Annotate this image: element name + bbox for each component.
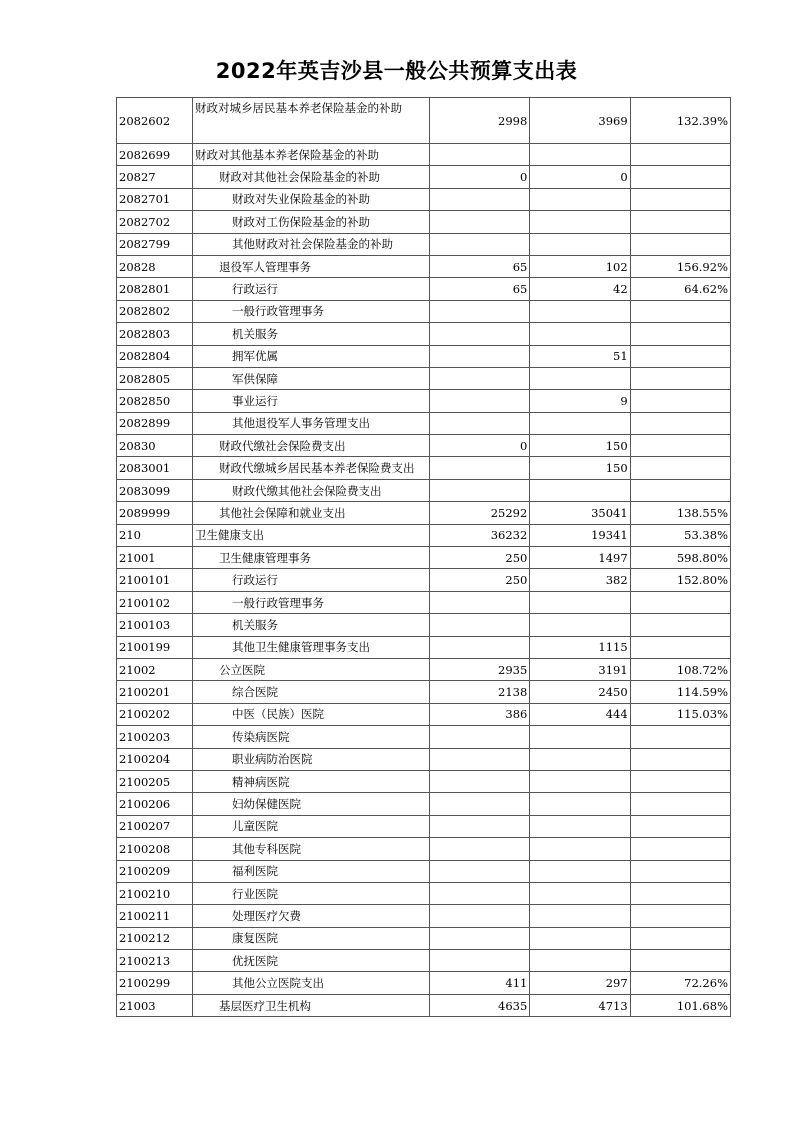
table-row bbox=[117, 569, 731, 591]
row-percent-cell bbox=[630, 390, 730, 412]
row-percent-cell: 72.26% bbox=[630, 972, 730, 994]
row-value2-cell bbox=[530, 950, 630, 972]
table-row bbox=[117, 658, 731, 680]
row-code-cell: 2100101 bbox=[117, 569, 193, 591]
row-value2-cell: 51 bbox=[530, 345, 630, 367]
row-code-cell: 2100207 bbox=[117, 815, 193, 837]
row-value2-cell bbox=[530, 882, 630, 904]
row-percent-cell bbox=[630, 457, 730, 479]
row-code-cell: 2100213 bbox=[117, 950, 193, 972]
row-code-cell: 2100299 bbox=[117, 972, 193, 994]
row-value1-cell bbox=[430, 367, 530, 389]
row-value2-cell: 9 bbox=[530, 390, 630, 412]
table-row bbox=[117, 994, 731, 1016]
row-value2-cell: 0 bbox=[530, 166, 630, 188]
row-value1-cell bbox=[430, 300, 530, 322]
row-name-cell: 传染病医院 bbox=[193, 726, 430, 748]
row-value2-cell bbox=[530, 323, 630, 345]
table-row bbox=[117, 726, 731, 748]
row-name-cell: 一般行政管理事务 bbox=[193, 591, 430, 613]
row-value2-cell: 1497 bbox=[530, 547, 630, 569]
row-value2-cell bbox=[530, 188, 630, 210]
page-title: 2022年英吉沙县一般公共预算支出表 bbox=[215, 59, 578, 83]
row-value2-cell bbox=[530, 838, 630, 860]
row-value1-cell bbox=[430, 144, 530, 166]
row-value2-cell: 42 bbox=[530, 278, 630, 300]
row-percent-cell: 115.03% bbox=[630, 703, 730, 725]
table-row bbox=[117, 547, 731, 569]
row-percent-cell bbox=[630, 748, 730, 770]
row-value2-cell bbox=[530, 614, 630, 636]
row-code-cell: 20830 bbox=[117, 435, 193, 457]
table-row bbox=[117, 278, 731, 300]
row-percent-cell bbox=[630, 323, 730, 345]
row-percent-cell: 598.80% bbox=[630, 547, 730, 569]
table-row bbox=[117, 390, 731, 412]
row-name-cell: 财政代缴城乡居民基本养老保险费支出 bbox=[193, 457, 430, 479]
row-value2-cell bbox=[530, 905, 630, 927]
table-row bbox=[117, 860, 731, 882]
row-code-cell: 2100206 bbox=[117, 793, 193, 815]
row-name-cell: 卫生健康支出 bbox=[193, 524, 430, 546]
row-name-cell: 行政运行 bbox=[193, 569, 430, 591]
row-value1-cell bbox=[430, 233, 530, 255]
row-name-cell: 公立医院 bbox=[193, 658, 430, 680]
row-code-cell: 2100202 bbox=[117, 703, 193, 725]
row-percent-cell bbox=[630, 770, 730, 792]
row-value1-cell bbox=[430, 211, 530, 233]
row-name-cell: 处理医疗欠费 bbox=[193, 905, 430, 927]
row-value1-cell bbox=[430, 793, 530, 815]
table-row bbox=[117, 972, 731, 994]
row-code-cell: 2100205 bbox=[117, 770, 193, 792]
table-row bbox=[117, 703, 731, 725]
row-code-cell: 210 bbox=[117, 524, 193, 546]
row-value1-cell: 250 bbox=[430, 547, 530, 569]
row-code-cell: 2082799 bbox=[117, 233, 193, 255]
row-name-cell: 机关服务 bbox=[193, 323, 430, 345]
table-row bbox=[117, 144, 731, 166]
row-name-cell: 其他卫生健康管理事务支出 bbox=[193, 636, 430, 658]
row-code-cell: 2100204 bbox=[117, 748, 193, 770]
row-percent-cell: 114.59% bbox=[630, 681, 730, 703]
row-name-cell: 其他公立医院支出 bbox=[193, 972, 430, 994]
row-value1-cell bbox=[430, 345, 530, 367]
row-percent-cell: 108.72% bbox=[630, 658, 730, 680]
row-value2-cell: 150 bbox=[530, 457, 630, 479]
row-code-cell: 2100211 bbox=[117, 905, 193, 927]
row-code-cell: 2082802 bbox=[117, 300, 193, 322]
table-row bbox=[117, 457, 731, 479]
row-name-cell: 其他专科医院 bbox=[193, 838, 430, 860]
row-name-cell: 精神病医院 bbox=[193, 770, 430, 792]
row-name-cell: 职业病防治医院 bbox=[193, 748, 430, 770]
row-value2-cell bbox=[530, 300, 630, 322]
row-code-cell: 2100208 bbox=[117, 838, 193, 860]
row-value1-cell: 2998 bbox=[430, 98, 530, 144]
row-code-cell: 2082701 bbox=[117, 188, 193, 210]
row-code-cell: 2082801 bbox=[117, 278, 193, 300]
row-value2-cell bbox=[530, 591, 630, 613]
row-value2-cell: 35041 bbox=[530, 502, 630, 524]
table-row bbox=[117, 211, 731, 233]
row-percent-cell bbox=[630, 144, 730, 166]
row-value1-cell bbox=[430, 950, 530, 972]
row-name-cell: 财政对失业保险基金的补助 bbox=[193, 188, 430, 210]
row-code-cell: 2082602 bbox=[117, 98, 193, 144]
table-row bbox=[117, 166, 731, 188]
budget-table bbox=[116, 97, 731, 1017]
table-row bbox=[117, 636, 731, 658]
table-row bbox=[117, 502, 731, 524]
table-row bbox=[117, 793, 731, 815]
row-value1-cell bbox=[430, 770, 530, 792]
table-row bbox=[117, 479, 731, 501]
row-value2-cell bbox=[530, 412, 630, 434]
row-code-cell: 2082699 bbox=[117, 144, 193, 166]
row-value2-cell: 297 bbox=[530, 972, 630, 994]
row-name-cell: 退役军人管理事务 bbox=[193, 255, 430, 277]
row-name-cell: 中医（民族）医院 bbox=[193, 703, 430, 725]
table-row bbox=[117, 838, 731, 860]
row-percent-cell bbox=[630, 838, 730, 860]
row-code-cell: 2082850 bbox=[117, 390, 193, 412]
row-name-cell: 一般行政管理事务 bbox=[193, 300, 430, 322]
row-percent-cell: 138.55% bbox=[630, 502, 730, 524]
row-value2-cell bbox=[530, 367, 630, 389]
row-value1-cell: 411 bbox=[430, 972, 530, 994]
row-value1-cell bbox=[430, 457, 530, 479]
row-value1-cell bbox=[430, 614, 530, 636]
row-percent-cell: 132.39% bbox=[630, 98, 730, 144]
row-percent-cell: 101.68% bbox=[630, 994, 730, 1016]
table-row bbox=[117, 188, 731, 210]
row-percent-cell bbox=[630, 726, 730, 748]
table-row bbox=[117, 882, 731, 904]
table-row bbox=[117, 300, 731, 322]
row-percent-cell bbox=[630, 815, 730, 837]
row-code-cell: 2100212 bbox=[117, 927, 193, 949]
table-row bbox=[117, 435, 731, 457]
row-code-cell: 2100199 bbox=[117, 636, 193, 658]
row-value1-cell: 0 bbox=[430, 166, 530, 188]
row-value2-cell: 102 bbox=[530, 255, 630, 277]
row-value1-cell bbox=[430, 882, 530, 904]
row-percent-cell bbox=[630, 233, 730, 255]
table-row bbox=[117, 233, 731, 255]
table-row bbox=[117, 905, 731, 927]
row-value2-cell bbox=[530, 927, 630, 949]
row-percent-cell bbox=[630, 188, 730, 210]
row-code-cell: 2089999 bbox=[117, 502, 193, 524]
row-name-cell: 基层医疗卫生机构 bbox=[193, 994, 430, 1016]
table-body bbox=[117, 98, 731, 1017]
row-value1-cell: 0 bbox=[430, 435, 530, 457]
row-percent-cell bbox=[630, 435, 730, 457]
row-code-cell: 2082803 bbox=[117, 323, 193, 345]
row-percent-cell bbox=[630, 905, 730, 927]
row-name-cell: 儿童医院 bbox=[193, 815, 430, 837]
row-percent-cell: 152.80% bbox=[630, 569, 730, 591]
row-code-cell: 21001 bbox=[117, 547, 193, 569]
row-percent-cell bbox=[630, 636, 730, 658]
row-code-cell: 2100102 bbox=[117, 591, 193, 613]
row-percent-cell bbox=[630, 927, 730, 949]
row-name-cell: 财政代缴其他社会保险费支出 bbox=[193, 479, 430, 501]
row-name-cell: 拥军优属 bbox=[193, 345, 430, 367]
row-percent-cell bbox=[630, 950, 730, 972]
row-name-cell: 机关服务 bbox=[193, 614, 430, 636]
row-value2-cell: 1115 bbox=[530, 636, 630, 658]
row-value2-cell bbox=[530, 748, 630, 770]
table-row bbox=[117, 927, 731, 949]
row-value2-cell: 4713 bbox=[530, 994, 630, 1016]
row-name-cell: 财政代缴社会保险费支出 bbox=[193, 435, 430, 457]
row-code-cell: 2083099 bbox=[117, 479, 193, 501]
row-percent-cell bbox=[630, 412, 730, 434]
table-row bbox=[117, 681, 731, 703]
row-percent-cell: 64.62% bbox=[630, 278, 730, 300]
row-code-cell: 21002 bbox=[117, 658, 193, 680]
row-value2-cell: 19341 bbox=[530, 524, 630, 546]
row-value2-cell: 150 bbox=[530, 435, 630, 457]
row-value2-cell: 3191 bbox=[530, 658, 630, 680]
table-row bbox=[117, 367, 731, 389]
row-name-cell: 行政运行 bbox=[193, 278, 430, 300]
row-value1-cell: 2935 bbox=[430, 658, 530, 680]
row-value2-cell bbox=[530, 860, 630, 882]
row-name-cell: 优抚医院 bbox=[193, 950, 430, 972]
row-value1-cell: 2138 bbox=[430, 681, 530, 703]
row-percent-cell bbox=[630, 479, 730, 501]
row-value1-cell bbox=[430, 479, 530, 501]
row-value2-cell bbox=[530, 211, 630, 233]
row-code-cell: 2082805 bbox=[117, 367, 193, 389]
row-value2-cell bbox=[530, 144, 630, 166]
row-value2-cell: 382 bbox=[530, 569, 630, 591]
table-row bbox=[117, 815, 731, 837]
row-value1-cell bbox=[430, 726, 530, 748]
row-value2-cell: 2450 bbox=[530, 681, 630, 703]
table-row bbox=[117, 591, 731, 613]
row-percent-cell: 53.38% bbox=[630, 524, 730, 546]
row-value1-cell: 36232 bbox=[430, 524, 530, 546]
row-value1-cell bbox=[430, 860, 530, 882]
row-percent-cell bbox=[630, 882, 730, 904]
row-value1-cell: 25292 bbox=[430, 502, 530, 524]
row-value2-cell bbox=[530, 726, 630, 748]
row-name-cell: 财政对工伤保险基金的补助 bbox=[193, 211, 430, 233]
row-value2-cell bbox=[530, 770, 630, 792]
table-row bbox=[117, 98, 731, 144]
table-row bbox=[117, 323, 731, 345]
table-row bbox=[117, 255, 731, 277]
row-percent-cell bbox=[630, 591, 730, 613]
row-name-cell: 军供保障 bbox=[193, 367, 430, 389]
row-name-cell: 其他社会保障和就业支出 bbox=[193, 502, 430, 524]
row-value1-cell bbox=[430, 927, 530, 949]
row-code-cell: 2082899 bbox=[117, 412, 193, 434]
table-row bbox=[117, 748, 731, 770]
table-row bbox=[117, 524, 731, 546]
row-value1-cell bbox=[430, 591, 530, 613]
table-row bbox=[117, 770, 731, 792]
row-percent-cell bbox=[630, 367, 730, 389]
row-name-cell: 康复医院 bbox=[193, 927, 430, 949]
row-name-cell: 其他退役军人事务管理支出 bbox=[193, 412, 430, 434]
row-name-cell: 其他财政对社会保险基金的补助 bbox=[193, 233, 430, 255]
row-value2-cell bbox=[530, 479, 630, 501]
row-code-cell: 2083001 bbox=[117, 457, 193, 479]
row-code-cell: 2100210 bbox=[117, 882, 193, 904]
row-name-cell: 卫生健康管理事务 bbox=[193, 547, 430, 569]
row-percent-cell bbox=[630, 793, 730, 815]
row-code-cell: 2100203 bbox=[117, 726, 193, 748]
row-name-cell: 福利医院 bbox=[193, 860, 430, 882]
row-percent-cell bbox=[630, 300, 730, 322]
row-code-cell: 2100209 bbox=[117, 860, 193, 882]
row-code-cell: 2100103 bbox=[117, 614, 193, 636]
row-percent-cell: 156.92% bbox=[630, 255, 730, 277]
row-value2-cell bbox=[530, 233, 630, 255]
row-percent-cell bbox=[630, 345, 730, 367]
row-name-cell: 事业运行 bbox=[193, 390, 430, 412]
row-value2-cell: 3969 bbox=[530, 98, 630, 144]
row-value1-cell bbox=[430, 905, 530, 927]
row-name-cell: 妇幼保健医院 bbox=[193, 793, 430, 815]
row-percent-cell bbox=[630, 614, 730, 636]
row-value2-cell bbox=[530, 793, 630, 815]
row-name-cell: 综合医院 bbox=[193, 681, 430, 703]
row-name-cell: 财政对城乡居民基本养老保险基金的补助 bbox=[193, 98, 430, 144]
table-row bbox=[117, 345, 731, 367]
row-value2-cell bbox=[530, 815, 630, 837]
row-value1-cell bbox=[430, 323, 530, 345]
row-value1-cell bbox=[430, 636, 530, 658]
row-value2-cell: 444 bbox=[530, 703, 630, 725]
row-value1-cell: 386 bbox=[430, 703, 530, 725]
row-value1-cell: 65 bbox=[430, 278, 530, 300]
row-value1-cell bbox=[430, 748, 530, 770]
row-name-cell: 财政对其他社会保险基金的补助 bbox=[193, 166, 430, 188]
row-value1-cell bbox=[430, 188, 530, 210]
row-code-cell: 2082804 bbox=[117, 345, 193, 367]
table-row bbox=[117, 412, 731, 434]
row-percent-cell bbox=[630, 860, 730, 882]
row-value1-cell: 250 bbox=[430, 569, 530, 591]
row-name-cell: 财政对其他基本养老保险基金的补助 bbox=[193, 144, 430, 166]
row-code-cell: 2100201 bbox=[117, 681, 193, 703]
row-value1-cell: 65 bbox=[430, 255, 530, 277]
row-value1-cell bbox=[430, 390, 530, 412]
row-value1-cell bbox=[430, 412, 530, 434]
row-percent-cell bbox=[630, 166, 730, 188]
table-row bbox=[117, 950, 731, 972]
row-value1-cell: 4635 bbox=[430, 994, 530, 1016]
row-code-cell: 2082702 bbox=[117, 211, 193, 233]
row-value1-cell bbox=[430, 815, 530, 837]
row-name-cell: 行业医院 bbox=[193, 882, 430, 904]
table-row bbox=[117, 614, 731, 636]
row-code-cell: 20828 bbox=[117, 255, 193, 277]
row-code-cell: 21003 bbox=[117, 994, 193, 1016]
row-value1-cell bbox=[430, 838, 530, 860]
row-percent-cell bbox=[630, 211, 730, 233]
row-code-cell: 20827 bbox=[117, 166, 193, 188]
